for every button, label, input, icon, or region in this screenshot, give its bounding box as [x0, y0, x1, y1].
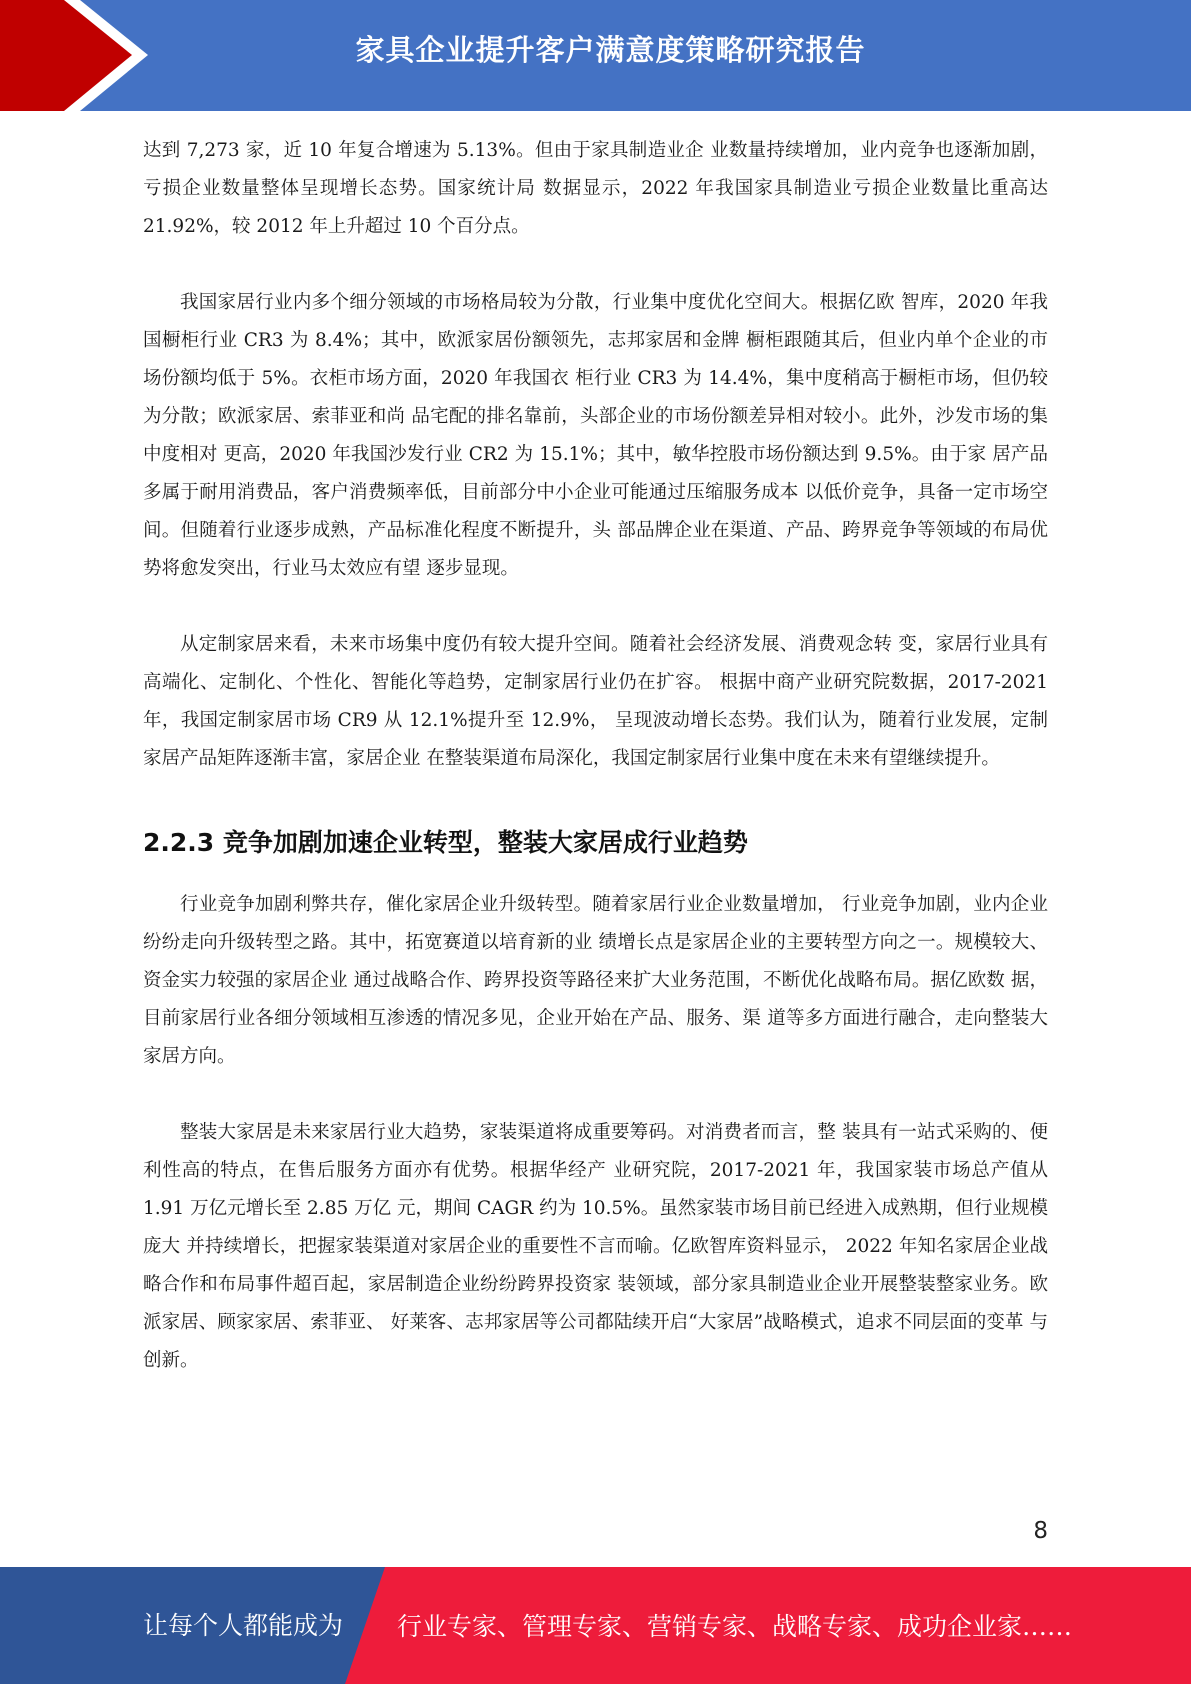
- footer-slogan-left: 让每个人都能成为: [143, 1611, 344, 1640]
- body-paragraph: 从定制家居来看，未来市场集中度仍有较大提升空间。随着社会经济发展、消费观念转 变，家居行业具有高端化、定制化、个性化、智能化等趋势，定制家居行业仍在扩容。 根据中商产业研究院数据，2017-2021 年，我国定制家居市场 CR9 从 12.1%提升至 12.9%， 呈现波动增长态势。我们认为，随着行业发展，定制家居产品矩阵逐渐丰富，家居企业 在整装渠道布局深化，我国定制家居行业集中度在未来有望继续提升。: [143, 634, 1048, 769]
- page-footer: [0, 1567, 1191, 1684]
- section-paragraph: 整装大家居是未来家居行业大趋势，家装渠道将成重要筹码。对消费者而言，整 装具有一站式采购的、便利性高的特点，在售后服务方面亦有优势。根据华经产 业研究院，2017-2021 年，我国家装市场总产值从 1.91 万亿元增长至 2.85 万亿 元，期间 CAGR 约为 10.5%。虽然家装市场目前已经进入成熟期，但行业规模庞大 并持续增长，把握家装渠道对家居企业的重要性不言而喻。亿欧智库资料显示， 2022 年知名家居企业战略合作和布局事件超百起，家居制造企业纷纷跨界投资家 装领域，部分家具制造业企业开展整装整家业务。欧派家居、顾家家居、索菲亚、 好莱客、志邦家居等公司都陆续开启“大家居”战略模式，追求不同层面的变革 与创新。: [143, 1122, 1048, 1371]
- section-paragraph: 行业竞争加剧利弊共存，催化家居企业升级转型。随着家居行业企业数量增加， 行业竞争加剧，业内企业纷纷走向升级转型之路。其中，拓宽赛道以培育新的业 绩增长点是家居企业的主要转型方向之一。规模较大、资金实力较强的家居企业 通过战略合作、跨界投资等路径来扩大业务范围，不断优化战略布局。据亿欧数 据，目前家居行业各细分领域相互渗透的情况多见，企业开始在产品、服务、渠 道等多方面进行融合，走向整装大家居方向。: [143, 894, 1048, 1067]
- body-paragraph: 达到 7,273 家，近 10 年复合增速为 5.13%。但由于家具制造业企 业数量持续增加，业内竞争也逐渐加剧，亏损企业数量整体呈现增长态势。国家统计局 数据显示，2022 年我国家具制造业亏损企业数量比重高达 21.92%，较 2012 年上升超过 10 个百分点。: [143, 140, 1048, 237]
- section-heading: 2.2.3 竞争加剧加速企业转型，整装大家居成行业趋势: [143, 828, 748, 857]
- header-arrow-icon: [0, 0, 160, 111]
- footer-slogan-right: 行业专家、管理专家、营销专家、战略专家、成功企业家……: [397, 1612, 1073, 1641]
- body-paragraph: 我国家居行业内多个细分领域的市场格局较为分散，行业集中度优化空间大。根据亿欧 智库，2020 年我国橱柜行业 CR3 为 8.4%；其中，欧派家居份额领先，志邦家居和金牌 橱柜跟随其后，但业内单个企业的市场份额均低于 5%。衣柜市场方面，2020 年我国衣 柜行业 CR3 为 14.4%，集中度稍高于橱柜市场，但仍较为分散；欧派家居、索菲亚和尚 品宅配的排名靠前，头部企业的市场份额差异相对较小。此外，沙发市场的集中度相对 更高，2020 年我国沙发行业 CR2 为 15.1%；其中，敏华控股市场份额达到 9.5%。由于家 居产品多属于耐用消费品，客户消费频率低，目前部分中小企业可能通过压缩服务成本 以低价竞争，具备一定市场空间。但随着行业逐步成熟，产品标准化程度不断提升，头 部品牌企业在渠道、产品、跨界竞争等领域的布局优势将愈发突出，行业马太效应有望 逐步显现。: [143, 292, 1048, 579]
- document-body: [143, 132, 1048, 1380]
- page-header: [0, 0, 1191, 111]
- page-number: 8: [1033, 1518, 1048, 1544]
- report-title: 家具企业提升客户满意度策略研究报告: [355, 33, 866, 67]
